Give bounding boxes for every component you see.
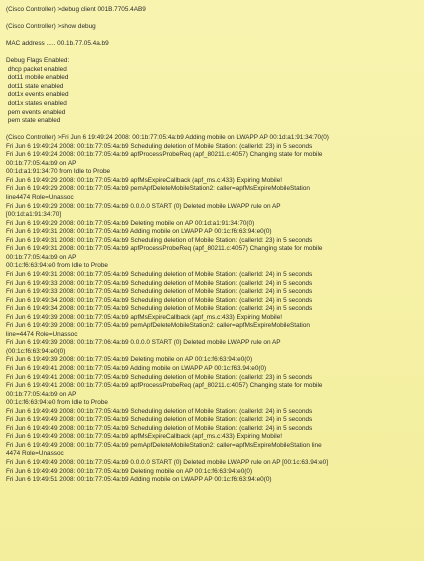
log-line: Fri Jun 6 19:49:29 2008: 00:1b:77:05:4a:b9 0.0.0.0 START (0) Deleted mobile LWAPP rule on AP bbox=[6, 202, 281, 210]
log-line: 00:1d:a1:91:34:70 from Idle to Probe bbox=[6, 168, 111, 176]
log-line: 00:1c:f6:63:94:e0 from Idle to Probe bbox=[6, 262, 108, 270]
log-line: Fri Jun 6 19:49:33 2008: 00:1b:77:05:4a:b9 Scheduling deletion of Mobile Station: (callerId: 24) in 5 seconds bbox=[6, 279, 313, 287]
log-line: MAC address ..... 00.1b.77.05.4a.b9 bbox=[6, 40, 109, 48]
blank-line bbox=[6, 15, 418, 24]
log-line: Fri Jun 6 19:49:49 2008: 00:1b:77:05:4a:b9 Deleting mobile on AP 00:1c:f6:63:94:e0(0) bbox=[6, 467, 253, 475]
log-line: Fri Jun 6 19:49:51 2008: 00:1b:77:05:4a:b9 Adding mobile on LWAPP AP 00:1c:f6:63:94:e0(0) bbox=[6, 476, 272, 484]
log-line: Fri Jun 6 19:49:39 2008: 00:1b:77:05:4a:b9 Deleting mobile on AP 00:1c:f6:63:94:e0(0) bbox=[6, 356, 253, 364]
log-line: dot1x states enabled bbox=[6, 100, 67, 108]
log-line: Fri Jun 6 19:49:49 2008: 00:1b:77:05:4a:b9 Scheduling deletion of Mobile Station: (callerId: 24) in 5 seconds bbox=[6, 424, 313, 432]
log-line: dot11 mobile enabled bbox=[6, 74, 69, 82]
blank-line bbox=[6, 49, 418, 58]
log-line: line=4474 Role=Unassoc bbox=[6, 330, 78, 338]
log-line: Fri Jun 6 19:49:33 2008: 00:1b:77:05:4a:b9 Scheduling deletion of Mobile Station: (callerId: 24) in 5 seconds bbox=[6, 288, 313, 296]
log-line: Fri Jun 6 19:49:41 2008: 00:1b:77:05:4a:b9 Scheduling deletion of Mobile Station: (callerId: 23) in 5 seconds bbox=[6, 373, 313, 381]
log-line: Fri Jun 6 19:49:29 2008: 00:1b:77:05:4a:b9 Deleting mobile on AP 00:1d:a1:91:34:70(0) bbox=[6, 219, 255, 227]
log-line: Fri Jun 6 19:49:34 2008: 00:1b:77:05:4a:b9 Scheduling deletion of Mobile Station: (callerId: 24) in 5 seconds bbox=[6, 305, 313, 313]
blank-line bbox=[6, 126, 418, 135]
log-line: Fri Jun 6 19:49:49 2008: 00:1b:77:05:4a:b9 0.0.0.0 START (0) Deleted mobile LWAPP rule on AP [00:1c:63.94:e0] bbox=[6, 458, 328, 466]
log-line: dot1x events enabled bbox=[6, 91, 69, 99]
log-line: Fri Jun 6 19:49:24 2008: 00:1b:77:05:4a:b9 Scheduling deletion of Mobile Station: (callerId: 23) in 5 seconds bbox=[6, 142, 313, 150]
log-line: Fri Jun 6 19:49:34 2008: 00:1b:77:05:4a:b9 Scheduling deletion of Mobile Station: (callerId: 24) in 5 seconds bbox=[6, 296, 313, 304]
log-line: dot11 state enabled bbox=[6, 82, 64, 90]
log-line: 00:1b:77:05:4a:b9 on AP bbox=[6, 390, 77, 398]
log-line: Fri Jun 6 19:49:31 2008: 00:1b:77:05:4a:b9 Adding mobile on LWAPP AP 00:1c:f6:63:94:e0(0) bbox=[6, 228, 272, 236]
blank-line bbox=[6, 32, 418, 41]
log-line: Fri Jun 6 19:49:49 2008: 00:1b:77:05:4a:b9 Scheduling deletion of Mobile Station: (callerId: 24) in 5 seconds bbox=[6, 416, 313, 424]
log-line: Fri Jun 6 19:49:24 2008: 00:1b:77:05:4a:b9 apfProcessProbeReq (apf_80211.c:4057) Changing state for mobile bbox=[6, 151, 323, 159]
log-line: Fri Jun 6 19:49:31 2008: 00:1b:77:05:4a:b9 apfProcessProbeReq (apf_80211.c:4057) Changing state for mobile bbox=[6, 245, 323, 253]
log-line: dhcp packet enabled bbox=[6, 65, 67, 73]
log-line: pem events enabled bbox=[6, 108, 66, 116]
log-line: Fri Jun 6 19:49:41 2008: 00:1b:77:05:4a:b9 apfProcessProbeReq (apf_80211.c:4057) Changing state for mobile bbox=[6, 382, 323, 390]
log-line: Fri Jun 6 19:49:49 2008: 00:1b:77:05:4a:b9 apfMsExpireCallback (apf_ms.c:433) Expiring Mobile! bbox=[6, 433, 283, 441]
log-line: Fri Jun 6 19:49:49 2008: 00:1b:77:05:4a:b9 pemApfDeleteMobileStation2: caller=apfMsExpireMobileStation line bbox=[6, 441, 322, 449]
log-line: Fri Jun 6 19:49:31 2008: 00:1b:77:05:4a:b9 Scheduling deletion of Mobile Station: (callerId: 23) in 5 seconds bbox=[6, 236, 313, 244]
log-line: Debug Flags Enabled: bbox=[6, 57, 70, 65]
log-line: Fri Jun 6 19:49:41 2008: 00:1b:77:05:4a:b9 Adding mobile on LWAPP AP 00:1c:f63.94:e0(0) bbox=[6, 364, 267, 372]
log-line: 00:1c:f6:63:94:e0 from Idle to Probe bbox=[6, 399, 108, 407]
log-line: line4474 Role=Unassoc bbox=[6, 194, 74, 202]
log-line: 4474 Role=Unassoc bbox=[6, 450, 64, 458]
log-line: Fri Jun 6 19:49:49 2008: 00:1b:77:05:4a:b9 Scheduling deletion of Mobile Station: (callerId: 24) in 5 seconds bbox=[6, 407, 313, 415]
log-line: Fri Jun 6 19:49:29 2008: 00:1b:77:05:4a:b9 pemApfDeleteMobileStation2: caller=apfMsExpireMobileStation bbox=[6, 185, 310, 193]
log-line: (00:1c:f6:63:94:e0(0) bbox=[6, 347, 66, 355]
console-log bbox=[6, 6, 418, 485]
log-line: Fri Jun 6 19:49:39 2008: 00:1b:77:05:4a:b9 pemApfDeleteMobileStation2: caller=apfMsExpireMobileStation bbox=[6, 322, 310, 330]
log-line: Fri Jun 6 19:49:29 2008: 00:1b:77:05:4a:b9 apfMsExpireCallback (apf_ms.c:433) Expiring Mobile! bbox=[6, 176, 283, 184]
log-line: [00:1d:a1:91:34:70] bbox=[6, 211, 62, 219]
log-line: (Cisco Controller) >debug client 001B.7705.4AB9 bbox=[6, 6, 146, 13]
log-line: (Cisco Controller) >show debug bbox=[6, 23, 96, 31]
log-line: Fri Jun 6 19:49:39 2008: 00:1b:77:05:4a:b9 apfMsExpireCallback (apf_ms.c:433) Expiring Mobile! bbox=[6, 313, 283, 321]
log-line: Fri Jun 6 19:49:39 2008: 00:1b:77:06:4a:b9 0.0.0.0 START (0) Deleted mobile LWAPP rule on AP bbox=[6, 339, 281, 347]
log-line: 00:1b:77:05:4a:b9 on AP bbox=[6, 253, 77, 261]
log-line: pem state enabled bbox=[6, 117, 61, 125]
log-line: Fri Jun 6 19:49:31 2008: 00:1b:77:05:4a:b9 Scheduling deletion of Mobile Station: (callerId: 24) in 5 seconds bbox=[6, 270, 313, 278]
log-line: 00:1b:77:05:4a:b9 on AP bbox=[6, 159, 77, 167]
log-line: (Cisco Controller) >Fri Jun 6 19:49:24 2008: 00:1b:77:05:4a:b9 Adding mobile on LWAPP AP 00:1d:a1:91:34:70(0) bbox=[6, 134, 329, 142]
